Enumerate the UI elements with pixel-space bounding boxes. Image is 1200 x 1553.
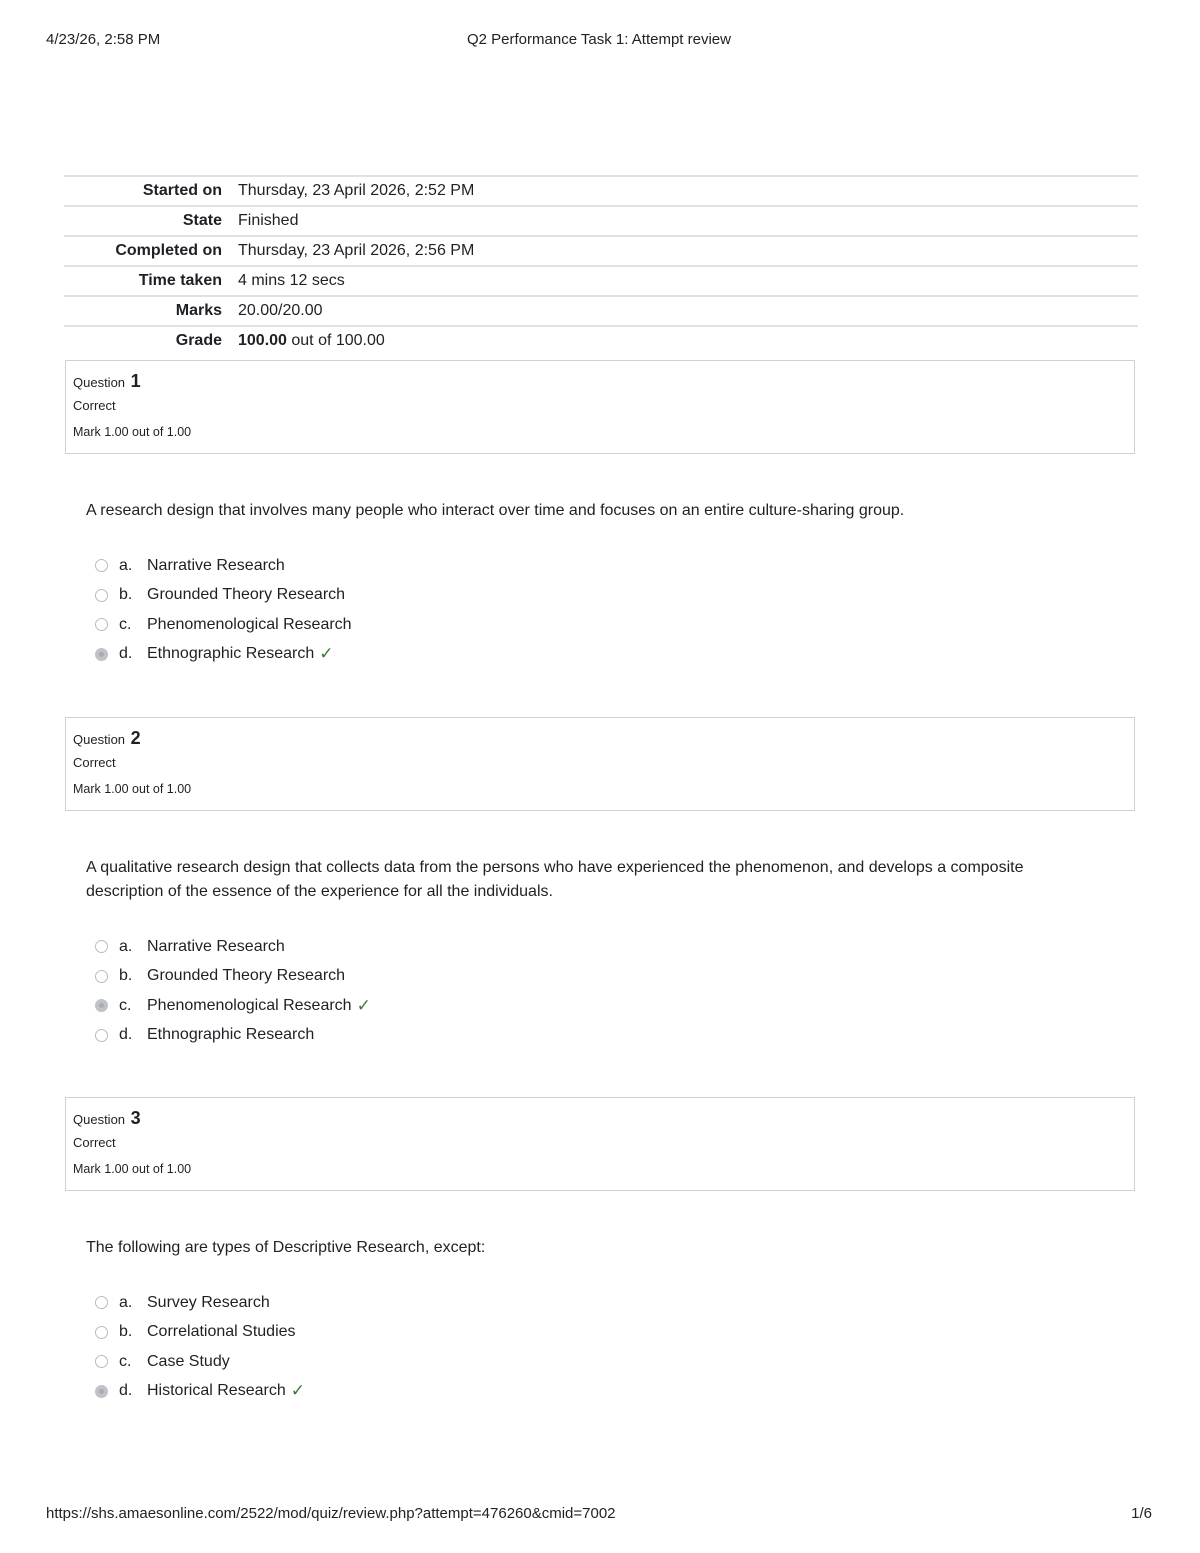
answer-option[interactable]	[95, 962, 371, 992]
question-number-value: 3	[130, 1108, 141, 1128]
question-text-1: A research design that involves many people who interact over time and focuses on an entire culture-sharing group.	[86, 502, 905, 519]
answer-option[interactable]	[95, 1021, 371, 1051]
answer-letter: a.	[119, 937, 133, 955]
answer-list-1	[95, 551, 352, 669]
summary-label: Marks	[175, 302, 222, 319]
correct-check-icon: ✓	[290, 1381, 305, 1401]
summary-row-started	[64, 176, 1138, 206]
question-number	[73, 1108, 1127, 1129]
question-state: Correct	[73, 1135, 116, 1150]
radio-button[interactable]	[95, 940, 108, 953]
grade-suffix: out of 100.00	[286, 332, 385, 349]
radio-button[interactable]	[95, 970, 108, 983]
answer-letter: b.	[119, 1323, 133, 1341]
answer-letter: b.	[119, 586, 133, 604]
answer-letter: c.	[119, 615, 132, 633]
summary-value	[238, 326, 1138, 355]
grade-value: 100.00	[238, 332, 287, 349]
radio-button[interactable]	[95, 1355, 108, 1368]
summary-row-time-taken	[64, 266, 1138, 296]
answer-letter: a.	[119, 1293, 133, 1311]
correct-check-icon: ✓	[319, 644, 334, 664]
question-number	[73, 371, 1127, 392]
answer-option[interactable]	[95, 932, 371, 962]
radio-button[interactable]	[95, 1296, 108, 1309]
summary-row-completed	[64, 236, 1138, 266]
question-number-value: 1	[130, 371, 141, 391]
answer-text: Ethnographic Research	[147, 645, 315, 663]
answer-list-3	[95, 1288, 305, 1406]
answer-text: Historical Research	[147, 1382, 286, 1400]
print-footer	[46, 1505, 1152, 1522]
answer-option-selected[interactable]	[95, 1377, 305, 1407]
question-number	[73, 728, 1127, 749]
answer-letter: c.	[119, 996, 132, 1014]
print-page-number: 1/6	[1131, 1505, 1152, 1522]
answer-option[interactable]	[95, 1318, 305, 1348]
radio-button[interactable]	[95, 1326, 108, 1339]
answer-letter: b.	[119, 967, 133, 985]
answer-letter: d.	[119, 1026, 133, 1044]
summary-value: Thursday, 23 April 2026, 2:56 PM	[238, 242, 475, 259]
summary-label: Time taken	[138, 272, 222, 289]
answer-text: Correlational Studies	[147, 1323, 296, 1341]
question-info-3	[65, 1097, 1135, 1191]
answer-text: Grounded Theory Research	[147, 586, 346, 604]
question-grade: Mark 1.00 out of 1.00	[73, 1162, 192, 1176]
question-grade: Mark 1.00 out of 1.00	[73, 425, 192, 439]
answer-text: Ethnographic Research	[147, 1026, 315, 1044]
answer-option[interactable]	[95, 610, 352, 640]
print-url: https://shs.amaesonline.com/2522/mod/quiz/review.php?attempt=476260&cmid=7002	[46, 1505, 616, 1522]
answer-text: Phenomenological Research	[147, 996, 352, 1014]
question-text-3: The following are types of Descriptive Research, except:	[86, 1239, 486, 1256]
print-page-title: Q2 Performance Task 1: Attempt review	[466, 31, 731, 48]
print-header	[46, 31, 1152, 48]
summary-label: Completed on	[115, 242, 222, 259]
summary-value: Finished	[238, 212, 299, 229]
radio-button[interactable]	[95, 1029, 108, 1042]
summary-row-marks	[64, 296, 1138, 326]
answer-option-selected[interactable]	[95, 640, 352, 670]
correct-check-icon: ✓	[356, 995, 371, 1015]
summary-value: Thursday, 23 April 2026, 2:52 PM	[238, 182, 475, 199]
question-prefix: Question	[73, 1112, 126, 1127]
summary-row-grade	[64, 326, 1138, 355]
question-prefix: Question	[73, 375, 126, 390]
print-datetime: 4/23/26, 2:58 PM	[46, 31, 161, 48]
question-prefix: Question	[73, 732, 126, 747]
question-info-2	[65, 717, 1135, 811]
radio-button[interactable]	[95, 589, 108, 602]
summary-label: State	[182, 212, 222, 229]
attempt-summary-table	[64, 175, 1138, 355]
summary-label: Started on	[142, 182, 222, 199]
question-text-2: A qualitative research design that collects data from the persons who have experienced the phenomenon, and develops a composite description of the essence of the experience for all the individuals.	[86, 859, 1024, 900]
radio-button[interactable]	[95, 559, 108, 572]
answer-option[interactable]	[95, 1347, 305, 1377]
question-number-value: 2	[130, 728, 141, 748]
question-state: Correct	[73, 755, 116, 770]
radio-button[interactable]	[95, 618, 108, 631]
answer-letter: a.	[119, 556, 133, 574]
question-state: Correct	[73, 398, 116, 413]
question-info-1	[65, 360, 1135, 454]
answer-letter: d.	[119, 1382, 133, 1400]
answer-text: Narrative Research	[147, 937, 285, 955]
answer-letter: c.	[119, 1352, 132, 1370]
radio-button-checked[interactable]	[95, 648, 108, 661]
summary-value: 20.00/20.00	[238, 302, 323, 319]
answer-option[interactable]	[95, 551, 352, 581]
radio-button-checked[interactable]	[95, 999, 108, 1012]
answer-option-selected[interactable]	[95, 991, 371, 1021]
answer-option[interactable]	[95, 581, 352, 611]
answer-list-2	[95, 932, 371, 1050]
summary-label: Grade	[175, 332, 222, 349]
answer-option[interactable]	[95, 1288, 305, 1318]
summary-value: 4 mins 12 secs	[238, 272, 345, 289]
answer-letter: d.	[119, 645, 133, 663]
answer-text: Phenomenological Research	[147, 615, 352, 633]
question-grade: Mark 1.00 out of 1.00	[73, 782, 192, 796]
radio-button-checked[interactable]	[95, 1385, 108, 1398]
answer-text: Narrative Research	[147, 556, 285, 574]
answer-text: Case Study	[147, 1352, 230, 1370]
summary-row-state	[64, 206, 1138, 236]
answer-text: Survey Research	[147, 1293, 270, 1311]
answer-text: Grounded Theory Research	[147, 967, 346, 985]
